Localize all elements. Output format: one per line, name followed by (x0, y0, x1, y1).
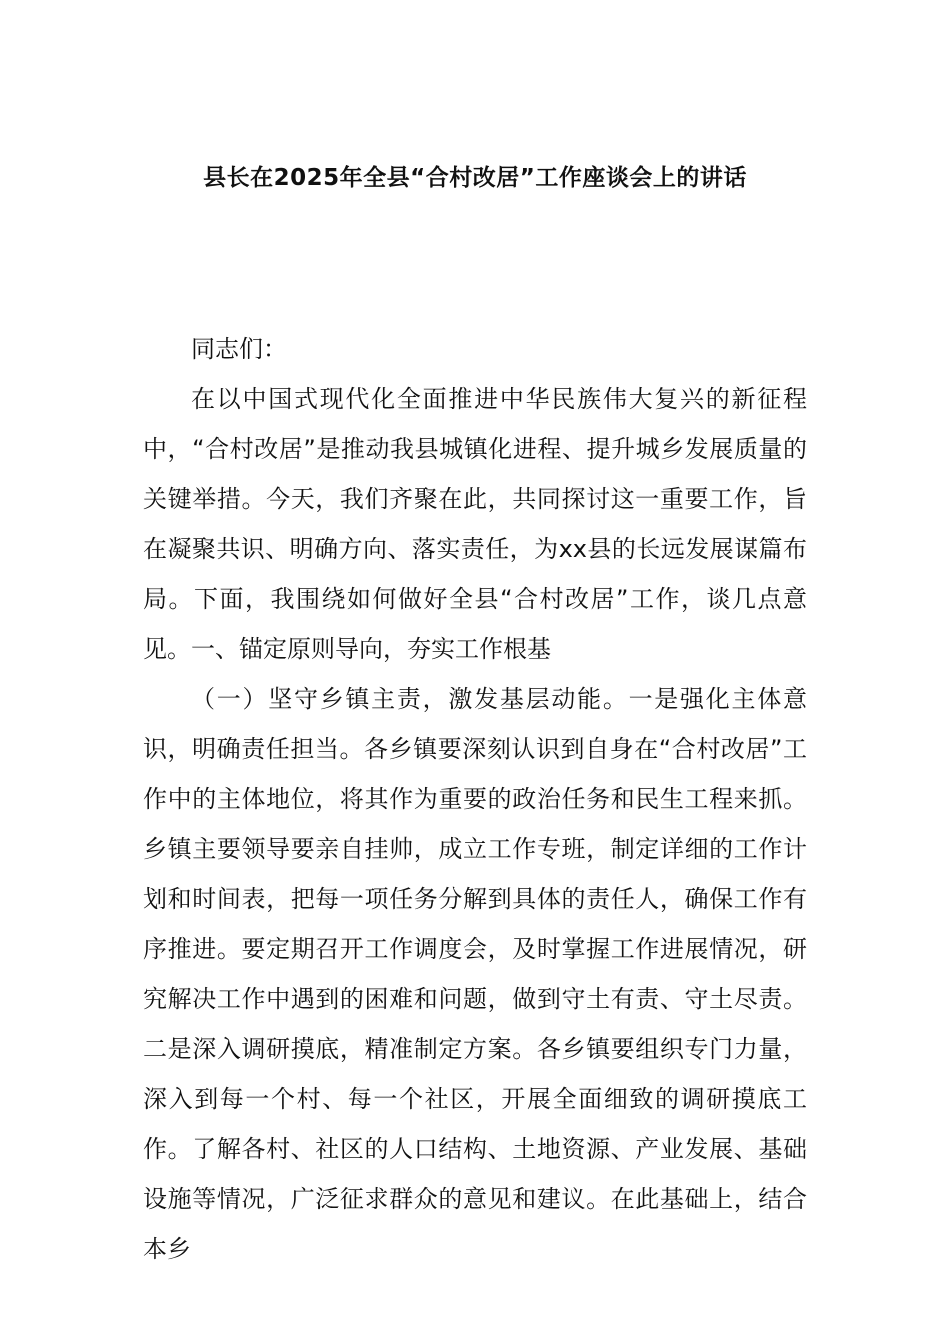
section-heading-1: 一、锚定原则导向，夯实工作根基 (191, 635, 551, 663)
salutation: 同志们： (191, 335, 287, 363)
body-paragraph-1: （一）坚守乡镇主责，激发基层动能。一是强化主体意识，明确责任担当。各乡镇要深刻认识到自身在“合村改居”工作中的主体地位，将其作为重要的政治任务和民生工程来抓。乡镇主要领导要亲自挂帅，成立工作专班，制定详细的工作计划和时间表，把每一项任务分解到具体的责任人，确保工作有序推进。要定期召开工作调度会，及时掌握工作进展情况，研究解决工作中遇到的困难和问题，做到守土有责、守土尽责。二是深入调研摸底，精准制定方案。各乡镇要组织专门力量，深入到每一个村、每一个社区，开展全面细致的调研摸底工作。了解各村、社区的人口结构、土地资源、产业发展、基础设施等情况，广泛征求群众的意见和建议。在此基础上，结合本乡 (143, 685, 807, 1263)
body-paragraph-intro: 在以中国式现代化全面推进中华民族伟大复兴的新征程中，“合村改居”是推动我县城镇化进程、提升城乡发展质量的关键举措。今天，我们齐聚在此，共同探讨这一重要工作，旨在凝聚共识、明确方向、落实责任，为xx县的长远发展谋篇布局。下面，我围绕如何做好全县“合村改居”工作，谈几点意见。 (143, 385, 807, 663)
document-title: 县长在2025年全县“合村改居”工作座谈会上的讲话 (203, 165, 747, 191)
